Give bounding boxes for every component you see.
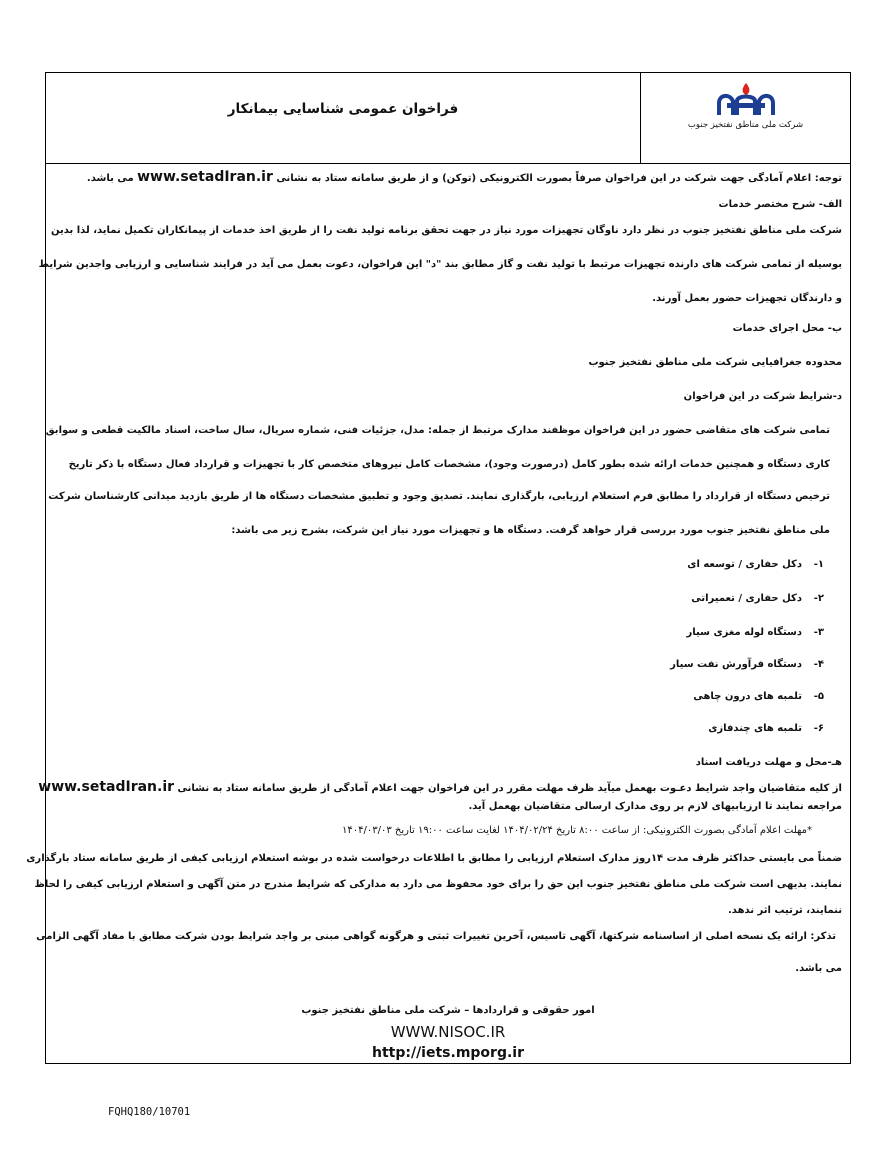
list-item: [54, 659, 824, 670]
list-item: [54, 559, 824, 570]
company-logo-cell: [640, 73, 850, 163]
section-a-line-1: شرکت ملی مناطق نفتخیز جنوب در نظر دارد ناوگان تجهیزات مورد نیاز در جهت تحقق برنامه تولید نفت را از طریق اخذ خدمات از پیمانکاران تکمیل نماید، لذا بدین: [50, 225, 842, 236]
footer-org: امور حقوقی و قراردادها – شرکت ملی مناطق نفتخیز جنوب: [301, 1005, 595, 1016]
item-number: ۶-: [813, 723, 824, 734]
section-b-text: محدوده جغرافیایی شرکت ملی مناطق نفتخیز جنوب: [588, 357, 842, 368]
section-h-line-5: ننمایند، ترتیب اثر ندهد.: [728, 905, 842, 916]
header: [46, 73, 850, 164]
nisoc-link[interactable]: WWW.NISOC.IR: [390, 1023, 506, 1041]
item-label: دستگاه فرآورش نفت سیار: [670, 659, 802, 670]
notice-document: [26, 72, 851, 1064]
item-label: دستگاه لوله مغزی سیار: [686, 627, 802, 638]
section-b-heading: ب- محل اجرای خدمات: [732, 323, 842, 334]
section-d-line-2: کاری دستگاه و همچنین خدمات ارائه شده بطور کامل (درصورت وجود)، مشخصات کامل نیروهای متخصص کار با تجهیزات و قرارداد فعال دستگاه با ذکر تاریخ: [68, 459, 830, 470]
item-label: تلمبه های درون چاهی: [693, 691, 802, 702]
section-d-line-1: تمامی شرکت های متقاضی حضور در این فراخوان موظفند مدارک مرتبط از جمله: مدل، جزئیات فنی، شماره سریال، سال ساخت، اسناد مالکیت قطعی و سوابق: [45, 425, 830, 436]
form-code: FQHQ180/10701: [108, 1106, 191, 1118]
section-a-line-2: بوسیله از تمامی شرکت های دارنده تجهیزات مرتبط با تولید نفت و گاز مطابق بند "د" این فراخوان، دعوت بعمل می آید در فرایند شناسایی و ارزیابی واجدین شرایط: [38, 259, 842, 270]
section-h-line-3: ضمناً می بایستی حداکثر ظرف مدت ۱۴روز مدارک استعلام ارزیابی را مطابق با اطلاعات درخواست شده در بوشه استعلام ارزیابی کیفی از طریق سامانه ستاد بارگذاری: [26, 853, 842, 864]
section-a-heading: الف- شرح مختصر خدمات: [718, 199, 842, 210]
item-number: ۳-: [813, 627, 824, 638]
company-caption: شرکت ملی مناطق نفتخیز جنوب: [687, 120, 804, 130]
section-d-heading: د-شرایط شرکت در این فراخوان: [683, 391, 842, 402]
section-a-line-3: و دارندگان تجهیزات حضور بعمل آورند.: [652, 293, 842, 304]
section-h-line-4: نمایند. بدیهی است شرکت ملی مناطق نفتخیز جنوب این حق را برای خود محفوظ می دارد به مدارکی که شرایط مندرج در متن آگهی و استعلام ارزیابی کیفی را لحاظ: [34, 879, 842, 890]
item-number: ۵-: [813, 691, 824, 702]
list-item: [54, 593, 824, 604]
nisoc-logo-icon: [713, 81, 779, 119]
item-label: دکل حفاری / تعمیراتی: [691, 593, 802, 604]
section-h-heading: هـ-محل و مهلت دریافت اسناد: [695, 757, 842, 768]
section-d-line-4: ملی مناطق نفتخیز جنوب مورد بررسی قرار خواهد گرفت. دستگاه ها و تجهیزات مورد نیاز این شرکت، بشرح زیر می باشد:: [231, 525, 830, 536]
item-number: ۲-: [813, 593, 824, 604]
list-item: [54, 691, 824, 702]
list-item: [54, 627, 824, 638]
item-label: تلمبه های چندفازی: [708, 723, 802, 734]
item-number: ۱-: [813, 559, 824, 570]
section-h-line-1: [38, 779, 842, 795]
page-title: فراخوان عمومی شناسایی بیمانکار: [227, 101, 459, 117]
deadline-text: *مهلت اعلام آمادگی بصورت الکترونیکی: از ساعت ۸:۰۰ تاریخ ۱۴۰۴/۰۲/۲۴ لغایت ساعت ۱۹:۰۰ تاریخ ۱۴۰۴/۰۳/۰۳: [342, 825, 812, 836]
list-item: [54, 723, 824, 734]
section-h-line-2: مراجعه نمایند تا ارزیابیهای لازم بر روی مدارک ارسالی متقاضیان بهعمل آید.: [468, 801, 842, 812]
notice-line: [54, 169, 842, 185]
setad-link[interactable]: www.setadIran.ir: [137, 169, 273, 185]
notice-text: توجه: اعلام آمادگی جهت شرکت در این فراخوان صرفاً بصورت الکترونیکی (توکن) و از طریق سامانه ستاد به نشانی: [276, 173, 842, 184]
reminder-line-1: تذکر: ارائه یک نسخه اصلی از اساسنامه شرکتها، آگهی تاسیس، آخرین تغییرات ثبتی و هرگونه گواهی مبنی بر واجد شرایط بودن شرکت مطابق با مفاد آگهی الزامی: [36, 931, 836, 942]
reminder-line-2: می باشد.: [795, 963, 842, 974]
section-h-text: از کلیه متقاضیان واجد شرایط دعـوت بهعمل میآید ظرف مهلت مقرر در این فراخوان جهت اعلام آمادگی از طریق سامانه ستاد به نشانی: [177, 783, 842, 794]
iets-link[interactable]: http://iets.mporg.ir: [371, 1045, 524, 1061]
item-label: دکل حفاری / توسعه ای: [687, 559, 802, 570]
item-number: ۴-: [813, 659, 824, 670]
setad-link[interactable]: www.setadIran.ir: [38, 779, 175, 795]
section-d-line-3: ترخیص دستگاه از قرارداد را مطابق فرم استعلام ارزیابی، بارگذاری نمایند. تصدیق وجود و تطبیق مشخصات دستگاه ها از طریق بازدید میدانی کارشناسان شرکت: [48, 491, 830, 502]
notice-suffix: می باشد.: [86, 173, 134, 184]
